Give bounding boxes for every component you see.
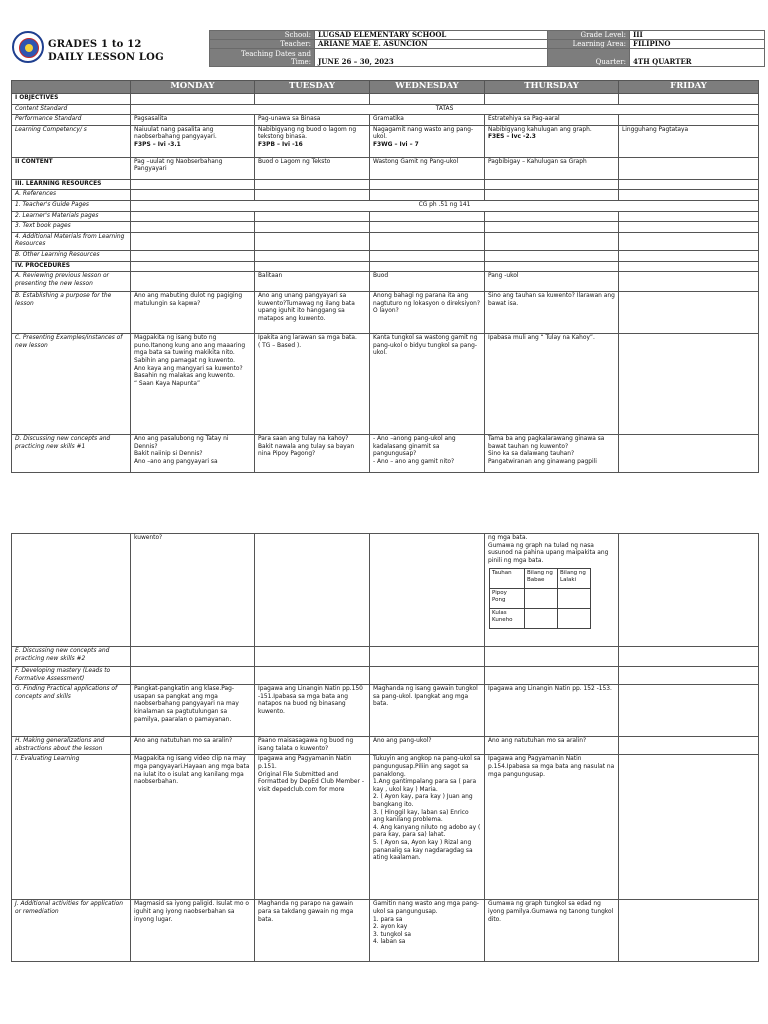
table-cell: Buod o Lagom ng Teksto	[255, 157, 370, 179]
table-cell: Ipabasa muli ang “ Tulay na Kahoy”.	[485, 334, 619, 435]
tally-table	[489, 568, 591, 629]
table-cell: Nagagamit nang wasto ang pang-ukol. F3WG – Ivi – 7	[370, 125, 485, 157]
dates-label	[210, 49, 315, 67]
row-label: II CONTENT	[12, 157, 131, 179]
table-row	[12, 685, 759, 737]
table-row	[12, 157, 759, 179]
table-cell: Gumawa ng graph tungkol sa edad ng iyong pamilya.Gumawa ng tanong tungkol dito.	[485, 900, 619, 962]
table-row	[12, 232, 759, 250]
row-label: I OBJECTIVES	[12, 94, 131, 105]
row-label: G. Finding Practical applications of concepts and skills	[12, 685, 131, 737]
tally-header: Bilang ng Babae	[525, 569, 558, 589]
table-cell: Sino ang tauhan sa kuwento? Ilarawan ang bawat isa.	[485, 292, 619, 334]
lesson-table-page-2	[11, 533, 759, 962]
table-cell: Ipagawa ang Pagyamanin Natin p.151. Original File Submitted and Formatted by DepEd Club Member - visit depedclub.com for more	[255, 755, 370, 900]
row-label: A. References	[12, 190, 131, 201]
dates-label-line2: Time:	[290, 57, 311, 66]
dates-label-line1: Teaching Dates and	[240, 49, 311, 58]
day-wednesday: WEDNESDAY	[370, 81, 485, 94]
table-row	[12, 647, 759, 667]
table-cell: Ipagawa ang Linangin Natin pp. 152 -153.	[485, 685, 619, 737]
row-label: C. Presenting Examples/instances of new lesson	[12, 334, 131, 435]
row-label: 1. Teacher's Guide Pages	[12, 200, 131, 211]
table-cell: Paano maisasagawa ng buod ng isang talata o kuwento?	[255, 737, 370, 755]
table-cell: - Ano –anong pang-ukol ang kadalasang ginamit sa pangungusap? - Ano – ano ang gamit nito?	[370, 435, 485, 473]
table-cell: Estratehiya sa Pag-aaral	[485, 115, 619, 126]
tally-header: Bilang ng Lalaki	[558, 569, 591, 589]
table-cell: Nabibigyang kahulugan ang graph. F3ES – Ivc -2.3	[485, 125, 619, 157]
table-cell: Buod	[370, 272, 485, 292]
row-label: E. Discussing new concepts and practicing new skills #2	[12, 647, 131, 667]
header-info-table	[209, 30, 765, 67]
table-cell: Kanta tungkol sa wastong gamit ng pang-ukol o bidyu tungkol sa pang-ukol.	[370, 334, 485, 435]
table-cell: Magpakita ng isang buto ng puno.Itanong kung ano ang maaaring mga bata sa tuwing makikita nito. Sabihin ang pamagat ng kuwento. Ano kaya ang mangyari sa kuwento? Basahin ng malakas ang kuwento. “ Saan Kaya Napunta”	[131, 334, 255, 435]
table-cell: Magpakita ng isang video clip na may mga pangyayari.Hayaan ang mga bata na iulat ito o isulat ang kanilang mga naobserbahan.	[131, 755, 255, 900]
row-label: Learning Competency/ s	[12, 125, 131, 157]
table-cell: Gramatika	[370, 115, 485, 126]
teacher-label: Teacher:	[210, 40, 315, 49]
table-cell: Tukuyin ang angkop na pang-ukol sa pangungusap.Piliin ang sagot sa panaklong. 1.Ang gantimpalang para sa ( para kay , ukol kay ) Maria. 2. ( Ayon kay, para kay ) Juan ang bangkang ito. 3. ( Hinggil kay, laban sa) Enrico ang kanilang problema. 4. Ang kanyang niluto ng adobo ay ( para kay, para sa) lahat. 5. ( Ayon sa, Ayon kay ) Rizal ang pananalig sa kay nagdaragdag sa ating kaalaman.	[370, 755, 485, 900]
title-line-2: DAILY LESSON LOG	[48, 52, 164, 63]
dates-value: JUNE 26 – 30, 2023	[315, 49, 548, 67]
lesson-table-page-1	[11, 80, 759, 473]
row-label: Content Standard	[12, 104, 131, 115]
table-cell: Pangkat-pangkatin ang klase.Pag-usapan sa pangkat ang mga naobserbahang pangyayari na may kinalaman sa pagtutulungan sa pamilya, paaralan o pamayanan.	[131, 685, 255, 737]
row-label: A. Reviewing previous lesson or presenting the new lesson	[12, 272, 131, 292]
table-row	[12, 125, 759, 157]
table-cell: Ipagawa ang Linangin Natin pp.150 -151.Ipabasa sa mga bata ang natapos na buod ng binasang kuwento.	[255, 685, 370, 737]
tally-row-label: Kulas Kuneho	[490, 609, 525, 629]
quarter-label: Quarter:	[548, 49, 630, 67]
table-cell: Ano ang natutuhan mo sa aralin?	[485, 737, 619, 755]
table-row	[12, 94, 759, 105]
table-cell: Naiuulat nang pasalita ang naobserbahang pangyayari. F3PS – Ivi -3.1	[131, 125, 255, 157]
table-row	[12, 667, 759, 685]
table-cell: Pagbibigay – Kahulugan sa Graph	[485, 157, 619, 179]
table-row	[12, 250, 759, 261]
table-row	[12, 115, 759, 126]
table-row	[12, 104, 759, 115]
table-row	[12, 900, 759, 962]
teacher-value: ARIANE MAE E. ASUNCION	[315, 40, 548, 49]
row-label: 4. Additional Materials from Learning Resources	[12, 232, 131, 250]
table-cell: Ano ang natutuhan mo sa aralin?	[131, 737, 255, 755]
table-row	[12, 334, 759, 435]
table-row	[12, 272, 759, 292]
area-value: FILIPINO	[630, 40, 765, 49]
row-label: D. Discussing new concepts and practicing new skills #1	[12, 435, 131, 473]
table-cell: Tama ba ang pagkalarawang ginawa sa bawat tauhan ng kuwento? Sino ka sa dalawang tauhan? Pangatwiranan ang ginawang pagpili	[485, 435, 619, 473]
table-cell: Anong bahagi ng parana ita ang nagtuturo ng lokasyon o direksiyon? O layon?	[370, 292, 485, 334]
table-cell: Gamitin nang wasto ang mga pang-ukol sa pangungusap. 1. para sa 2. ayon kay 3. tungkol sa 4. laban sa	[370, 900, 485, 962]
table-cell: Magmasid sa iyong paligid. Isulat mo o iguhit ang iyong naobserbahan sa inyong lugar.	[131, 900, 255, 962]
row-label: F. Developing mastery (Leads to Formative Assessment)	[12, 667, 131, 685]
tally-row-label: Pipoy Pong	[490, 589, 525, 609]
table-row	[12, 435, 759, 473]
day-friday: FRIDAY	[619, 81, 759, 94]
table-cell: Maghanda ng parapo na gawain para sa takdang gawain ng mga bata.	[255, 900, 370, 962]
tg-pages-value: CG ph .51 ng 141	[131, 200, 759, 211]
tally-header: Tauhan	[490, 569, 525, 589]
table-cell: Pag –uulat ng Naobserbahang Pangyayari	[131, 157, 255, 179]
row-label: I. Evaluating Learning	[12, 755, 131, 900]
grade-label: Grade Level:	[548, 31, 630, 40]
table-cell: Ipakita ang larawan sa mga bata. ( TG – Based ).	[255, 334, 370, 435]
title-line-1: GRADES 1 to 12	[48, 39, 142, 50]
lesson-log-page-1	[0, 0, 768, 490]
table-cell: Pang -ukol	[485, 272, 619, 292]
days-header-row	[12, 81, 759, 94]
grade-value: III	[630, 31, 765, 40]
school-value: LUGSAD ELEMENTARY SCHOOL	[315, 31, 548, 40]
table-cell: Ipagawa ang Pagyamanin Natin p.154.Ipabasa sa mga bata ang nasulat na mga pangungusap.	[485, 755, 619, 900]
table-row	[12, 179, 759, 190]
row-label: III. LEARNING RESOURCES	[12, 179, 131, 190]
area-label: Learning Area:	[548, 40, 630, 49]
table-cell: Pagsasalita	[131, 115, 255, 126]
row-label: H. Making generalizations and abstractions about the lesson	[12, 737, 131, 755]
table-row	[12, 755, 759, 900]
row-label: IV. PROCEDURES	[12, 261, 131, 272]
row-label: B. Other Learning Resources	[12, 250, 131, 261]
table-row	[12, 292, 759, 334]
table-cell: kuwento?	[131, 534, 255, 647]
row-label: 3. Text book pages	[12, 222, 131, 233]
table-cell: Maghanda ng isang gawain tungkol sa pang-ukol. Ipangkat ang mga bata.	[370, 685, 485, 737]
school-label: School:	[210, 31, 315, 40]
table-row	[12, 737, 759, 755]
document-title	[48, 38, 164, 64]
table-row	[12, 261, 759, 272]
day-thursday: THURSDAY	[485, 81, 619, 94]
table-cell: Ano ang mabuting dulot ng pagiging matulungin sa kapwa?	[131, 292, 255, 334]
row-label: B. Establishing a purpose for the lesson	[12, 292, 131, 334]
table-cell	[131, 272, 255, 292]
table-cell: Pag-unawa sa Binasa	[255, 115, 370, 126]
row-label: 2. Learner's Materials pages	[12, 211, 131, 222]
table-row	[12, 211, 759, 222]
day-tuesday: TUESDAY	[255, 81, 370, 94]
content-standard-value: TATAS	[131, 104, 759, 115]
row-label: J. Additional activities for application or remediation	[12, 900, 131, 962]
quarter-value: 4TH QUARTER	[630, 49, 765, 67]
table-cell: Ano ang pang-ukol?	[370, 737, 485, 755]
table-row	[12, 534, 759, 647]
row-label: Performance Standard	[12, 115, 131, 126]
lesson-log-page-2	[0, 490, 768, 1024]
table-row	[12, 200, 759, 211]
table-cell: Para saan ang tulay na kahoy? Bakit nawala ang tulay sa bayan nina Pipoy Pagong?	[255, 435, 370, 473]
table-cell: Ano ang unang pangyayari sa kuwento?Tumawag ng ilang bata upang iguhit ito hanggang sa matapos ang kuwento.	[255, 292, 370, 334]
table-cell: Balitaan	[255, 272, 370, 292]
deped-seal-logo	[12, 31, 44, 63]
table-cell: Lingguhang Pagtataya	[619, 125, 759, 157]
table-cell: Ano ang pasalubong ng Tatay ni Dennis? Bakit naiinip si Dennis? Ano –ano ang pangyayari sa	[131, 435, 255, 473]
table-row	[12, 222, 759, 233]
table-cell: Nabibigyang ng buod o lagom ng tekstong binasa. F3PB – Ivi -16	[255, 125, 370, 157]
table-cell: ng mga bata. Gumawa ng graph na tulad ng nasa susunod na pahina upang maipakita ang pinili ng mga bata. Tauhan Bilang ng Babae Bilang ng Lalaki Pipoy Pong Kulas Kuneho	[485, 534, 619, 647]
day-monday: MONDAY	[131, 81, 255, 94]
table-cell: Wastong Gamit ng Pang-ukol	[370, 157, 485, 179]
table-row	[12, 190, 759, 201]
